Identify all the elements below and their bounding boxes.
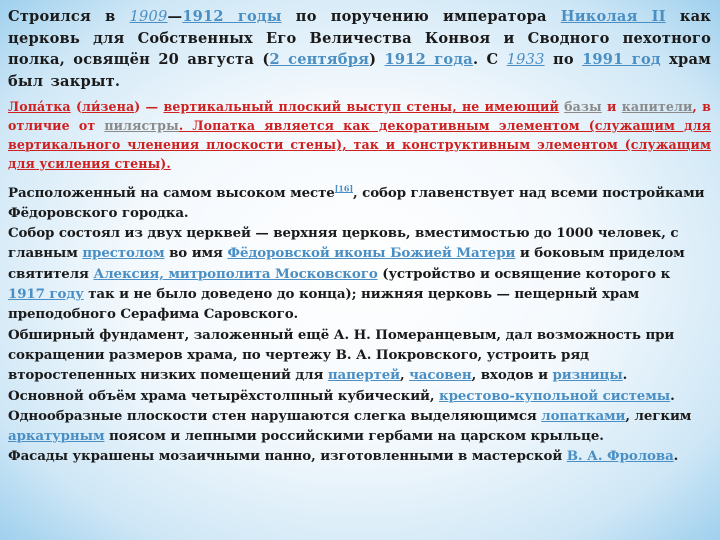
text: . — [622, 367, 628, 384]
volume-line — [8, 386, 711, 406]
term-lopatka[interactable]: Лопа́тка — [8, 99, 71, 115]
link-cross-dome[interactable]: крестово-купольной системы — [439, 387, 671, 404]
lopatka-definition — [8, 98, 711, 173]
text: , входов и — [471, 367, 553, 384]
text: ) — [369, 51, 385, 69]
text: , — [399, 367, 410, 384]
text: как церковь для Собственных Его Величества Конвоя и Сводного пехотного полка, освящён 20 августа ( — [8, 8, 712, 69]
link-base[interactable]: базы — [564, 99, 602, 115]
link-1991[interactable]: 1991 год — [582, 51, 661, 69]
text: , легким — [625, 407, 692, 424]
text: во имя — [164, 245, 228, 262]
link-1917[interactable]: 1917 году — [8, 286, 84, 303]
text: , собор главенствует над всеми постройками Фёдоровского городка. — [8, 184, 705, 221]
text: Собор состоял из двух церквей — верхняя церковь, вместимостью до 1000 человек, с главным — [8, 225, 679, 262]
footnote-16[interactable]: [16] — [334, 183, 354, 194]
text: по поручению императора — [281, 8, 561, 25]
link-alexius[interactable]: Алексия, митрополита Московского — [93, 265, 378, 282]
text: Фасады украшены мозаичными панно, изготовленными в мастерской — [8, 448, 567, 465]
link-1912-year[interactable]: 1912 года — [384, 51, 473, 69]
link-riznitsa[interactable]: ризницы — [552, 367, 623, 384]
link-vertical-ledge[interactable]: вертикальный плоский выступ стены, не имеющий — [163, 99, 559, 115]
link-lopatka-description[interactable]: . Лопатка является как декоративным элементом (служащим для вертикального членения плоскости стены), так и конструктивным элементом (служащим для усиления стены). — [8, 118, 711, 171]
text: и — [601, 99, 622, 115]
text: . С — [472, 51, 507, 69]
walls-line — [8, 406, 711, 447]
text: ( — [70, 99, 82, 115]
text: , в отличие от — [8, 99, 711, 134]
link-1933[interactable]: 1933 — [506, 51, 545, 69]
text: Строился в — [8, 8, 130, 25]
text: по — [544, 51, 583, 69]
link-arcature[interactable]: аркатурным — [8, 428, 105, 445]
text: поясом и лепными российскими гербами на царском крыльце. — [104, 428, 604, 445]
link-frolov[interactable]: В. А. Фролова — [566, 448, 674, 465]
text: Расположенный на самом высоком месте — [8, 184, 335, 201]
link-prestol[interactable]: престолом — [82, 245, 165, 262]
text: Обширный фундамент, заложенный ещё А. Н. Померанцевым, дал возможность при сокращении размеров храма, по чертежу В. А. Покровского, устроить ряд второстепенных низких помещений для — [8, 326, 675, 384]
link-capital[interactable]: капители — [621, 99, 693, 115]
text: ) — — [134, 99, 164, 115]
cathedral-description — [8, 183, 711, 467]
foundation-line — [8, 325, 711, 386]
text: Однообразные плоскости стен нарушаются слегка выделяющимся — [8, 407, 542, 424]
link-fedorovskaya-icon[interactable]: Фёдоровской иконы Божией Матери — [227, 245, 516, 262]
link-chasovni[interactable]: часовен — [409, 367, 472, 384]
link-lopatki[interactable]: лопатками — [541, 407, 626, 424]
text: Основной объём храма четырёхстолпный кубический, — [8, 387, 440, 404]
location-line — [8, 183, 711, 224]
link-2-september[interactable]: 2 сентября — [269, 51, 370, 69]
text: (устройство и освящение которого к — [377, 265, 671, 282]
link-1909[interactable]: 1909 — [129, 8, 168, 25]
text: храм был закрыт. — [8, 51, 711, 90]
text: — — [167, 8, 183, 25]
history-paragraph — [8, 6, 711, 92]
text: . — [673, 448, 679, 465]
text: и боковым приделом святителя — [8, 245, 685, 282]
link-nicholas-ii[interactable]: Николая II — [560, 8, 666, 25]
text: . — [670, 387, 675, 404]
text: так и не было доведено до конца); нижняя церковь — пещерный храм преподобного Серафима Саровского. — [8, 286, 640, 323]
link-pilaster[interactable]: пилястры — [104, 118, 179, 134]
churches-line — [8, 223, 711, 324]
term-lizena[interactable]: ли́зена — [82, 99, 135, 115]
link-1912-years[interactable]: 1912 годы — [182, 8, 282, 25]
facades-line — [8, 446, 711, 466]
link-paperti[interactable]: папертей — [327, 367, 400, 384]
